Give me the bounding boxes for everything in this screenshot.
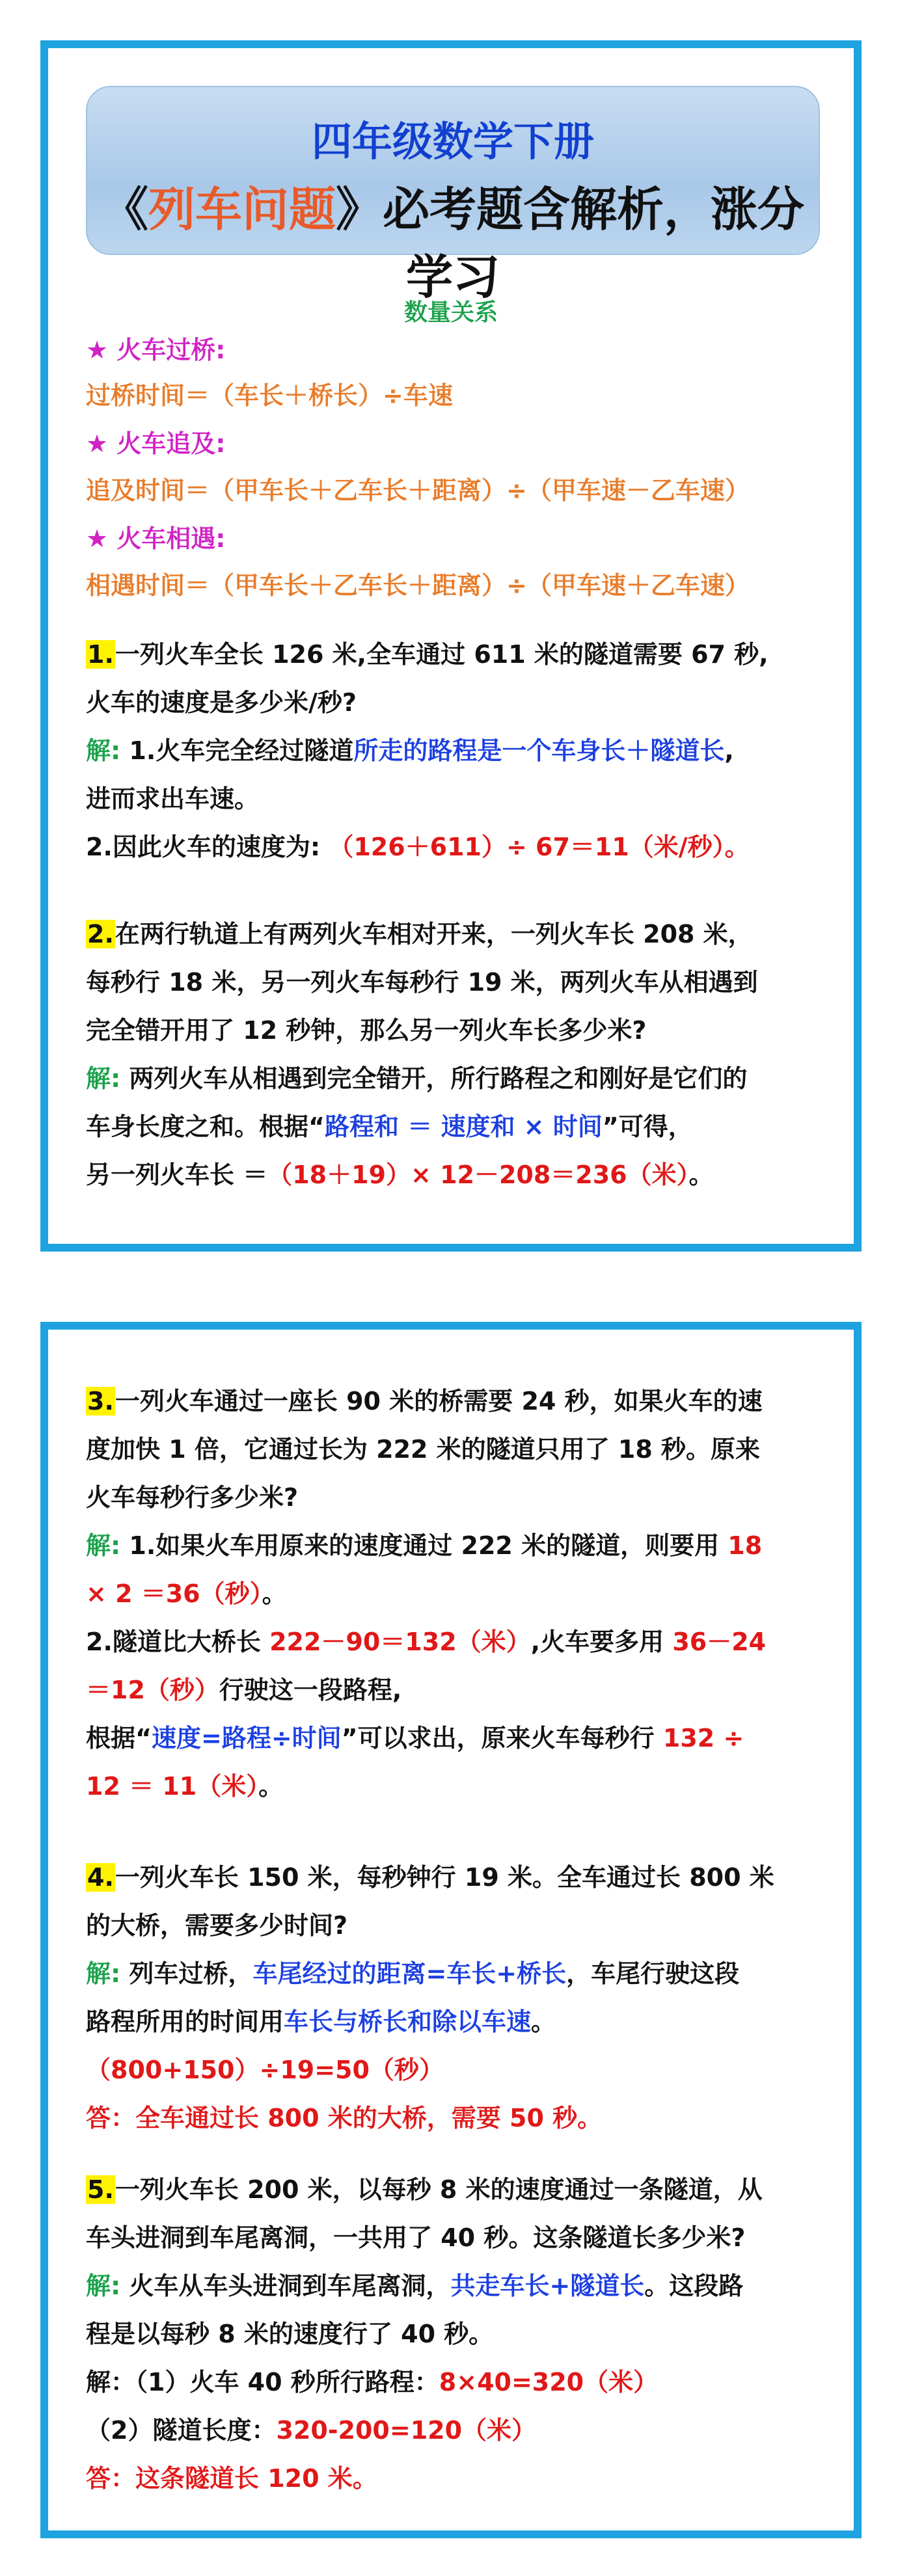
q2-question-line-2: 每秒行 18 米，另一列火车每秒行 19 米，两列火车从相遇到 [86, 968, 758, 997]
q1-answer-line-3 [86, 833, 750, 863]
q3-a5-pre: 根据“ [86, 1724, 152, 1752]
q4-a2-post: 。 [531, 2007, 556, 2036]
q1-a3-pre: 2.因此火车的速度为: [86, 833, 329, 861]
q5-answer-line-5: 答：这条隧道长 120 米。 [86, 2464, 377, 2493]
q2-answer-line-3 [86, 1161, 714, 1190]
q4-a1-pre: 列车过桥， [120, 1959, 253, 1988]
q3-a4-red: ＝12（秒） [86, 1676, 219, 1704]
q4-question-line-2: 的大桥，需要多少时间? [86, 1911, 348, 1940]
q1-jie: 解: [86, 736, 121, 765]
q4-answer-line-3: （800+150）÷19=50（秒） [86, 2056, 444, 2084]
q5-answer-line-2: 程是以每秒 8 米的速度行了 40 秒。 [86, 2320, 494, 2348]
q3-a2-red: × 2 ＝36（秒） [86, 1579, 262, 1608]
q3-answer-line-1 [86, 1531, 762, 1561]
title-line-1: 四年级数学下册 [311, 118, 594, 165]
q3-question-line-3: 火车每秒行多少米? [86, 1483, 299, 1512]
q3-answer-line-3 [86, 1628, 766, 1657]
q5-question-line-1 [86, 2175, 763, 2205]
relation-formula-meet: 相遇时间＝（甲车长＋乙车长＋距离）÷（甲车速＋乙车速） [86, 571, 750, 600]
q3-a6-post: 。 [258, 1772, 284, 1801]
title-line-2 [87, 172, 819, 307]
q2-a2-post: ”可得， [602, 1112, 693, 1141]
q1-a1-pre: 1.火车完全经过隧道 [120, 736, 354, 765]
q4-a2-blue: 车长与桥长和除以车速 [284, 2007, 532, 2036]
q1-a3-red: （126＋611）÷ 67＝11（米/秒）。 [329, 833, 750, 861]
q5-a4-pre: （2）隧道长度： [86, 2416, 277, 2445]
q3-a4-post: 行驶这一段路程, [219, 1676, 402, 1704]
q3-a6-red: 12 ＝ 11（米） [86, 1772, 259, 1801]
title-rest: 》必考题含解析，涨分学习 [336, 182, 805, 304]
q3-a2-post: 。 [262, 1579, 287, 1608]
q3-number: 3. [87, 1387, 114, 1415]
q2-a1: 两列火车从相遇到完全错开，所行路程之和刚好是它们的 [120, 1064, 748, 1093]
q1-a1-blue: 所走的路程是一个车身长＋隧道长 [353, 736, 725, 765]
q3-jie: 解: [86, 1531, 121, 1560]
q1-text-1: 一列火车全长 126 米,全车通过 611 米的隧道需要 67 秒, [115, 640, 768, 669]
relation-formula-chase: 追及时间＝（甲车长＋乙车长＋距离）÷（甲车速－乙车速） [86, 476, 750, 505]
q3-answer-line-5 [86, 1724, 744, 1754]
title-banner [86, 86, 820, 304]
q3-a1-red: 18 [727, 1531, 763, 1560]
q5-question-line-2: 车头进洞到车尾离洞，一共用了 40 秒。这条隧道长多少米? [86, 2223, 746, 2252]
q2-answer-line-2 [86, 1112, 693, 1142]
relation-label-chase: ★ 火车追及: [86, 429, 226, 458]
q3-text-1: 一列火车通过一座长 90 米的桥需要 24 秒，如果火车的速 [115, 1387, 763, 1415]
q4-question-line-1 [86, 1863, 774, 1893]
q5-jie: 解: [86, 2272, 121, 2300]
q5-a1-post: 。这段路 [644, 2272, 744, 2300]
card-2 [40, 1322, 862, 2538]
relation-label-meet: ★ 火车相遇: [86, 524, 226, 553]
q5-a1-pre: 火车从车头进洞到车尾离洞， [120, 2272, 451, 2300]
q2-a3-pre: 另一列火车长 ＝ [86, 1161, 268, 1189]
title-bracket-open: 《 [101, 182, 148, 237]
q3-a3-red: 222－90＝132（米） [269, 1628, 531, 1656]
q2-a3-red: （18＋19）× 12－208＝236（米） [267, 1161, 689, 1189]
q4-jie: 解: [86, 1959, 121, 1988]
q4-a2-pre: 路程所用的时间用 [86, 2007, 284, 2036]
title-highlight: 列车问题 [148, 182, 336, 237]
relations-heading: 数量关系 [403, 299, 498, 326]
q5-answer-line-4 [86, 2416, 536, 2446]
q2-question-line-3: 完全错开用了 12 秒钟，那么另一列火车长多少米? [86, 1016, 647, 1045]
relation-formula-bridge: 过桥时间＝（车长＋桥长）÷车速 [86, 381, 453, 410]
q2-question-line-1 [86, 920, 753, 950]
q4-answer-line-1 [86, 1959, 739, 1989]
q4-answer-line-2 [86, 2007, 556, 2037]
q1-question-line-2: 火车的速度是多少米/秒? [86, 688, 357, 717]
q5-answer-line-1 [86, 2272, 743, 2301]
q2-a2-blue: 路程和 ＝ 速度和 × 时间 [324, 1112, 603, 1141]
q2-answer-line-1 [86, 1064, 747, 1094]
q3-a3-red2: 36－24 [672, 1628, 767, 1656]
q4-text-1: 一列火车长 150 米，每秒钟行 19 米。全车通过长 800 米 [115, 1863, 774, 1892]
q5-answer-line-3 [86, 2368, 658, 2398]
relation-label-bridge: ★ 火车过桥: [86, 336, 226, 364]
q3-a3-mid: ,火车要多用 [530, 1628, 673, 1656]
q3-a1-pre: 1.如果火车用原来的速度通过 222 米的隧道，则要用 [120, 1531, 728, 1560]
q3-a3-pre: 2.隧道比大桥长 [86, 1628, 270, 1656]
q2-number: 2. [87, 920, 114, 948]
q1-answer-line-1 [86, 736, 734, 766]
q3-answer-line-4 [86, 1676, 401, 1706]
q5-a1-blue: 共走车长+隧道长 [450, 2272, 645, 2300]
q2-jie: 解: [86, 1064, 121, 1093]
q4-a1-post: ，车尾行驶这段 [566, 1959, 740, 1988]
q4-a1-blue: 车尾经过的距离=车长+桥长 [252, 1959, 567, 1988]
q3-answer-line-2 [86, 1579, 287, 1609]
q5-a4-red: 320-200=120（米） [276, 2416, 537, 2445]
q4-number: 4. [87, 1863, 114, 1892]
q1-answer-line-2: 进而求出车速。 [86, 785, 260, 813]
q3-a5-blue: 速度=路程÷时间 [151, 1724, 342, 1752]
q5-number: 5. [87, 2175, 114, 2204]
q2-a3-post: 。 [688, 1161, 714, 1189]
q1-question-line-1 [86, 640, 768, 670]
q1-a1-post: , [724, 736, 734, 765]
q2-a2-pre: 车身长度之和。根据“ [86, 1112, 325, 1141]
q3-answer-line-6 [86, 1772, 283, 1802]
q3-question-line-2: 度加快 1 倍，它通过长为 222 米的隧道只用了 18 秒。原来 [86, 1435, 761, 1464]
q2-text-1: 在两行轨道上有两列火车相对开来，一列火车长 208 米， [115, 920, 753, 948]
q3-a5-red: 132 ÷ [662, 1724, 744, 1752]
q4-answer-line-4: 答：全车通过长 800 米的大桥，需要 50 秒。 [86, 2104, 603, 2132]
q5-a3-pre: 解：（1）火车 40 秒所行路程： [86, 2368, 439, 2396]
q3-a5-mid: ”可以求出，原来火车每秒行 [341, 1724, 663, 1752]
q1-number: 1. [87, 640, 114, 669]
q3-question-line-1 [86, 1387, 763, 1417]
q5-a3-red: 8×40=320（米） [439, 2368, 659, 2396]
card-1 [40, 40, 862, 1252]
q5-text-1: 一列火车长 200 米，以每秒 8 米的速度通过一条隧道，从 [115, 2175, 763, 2204]
